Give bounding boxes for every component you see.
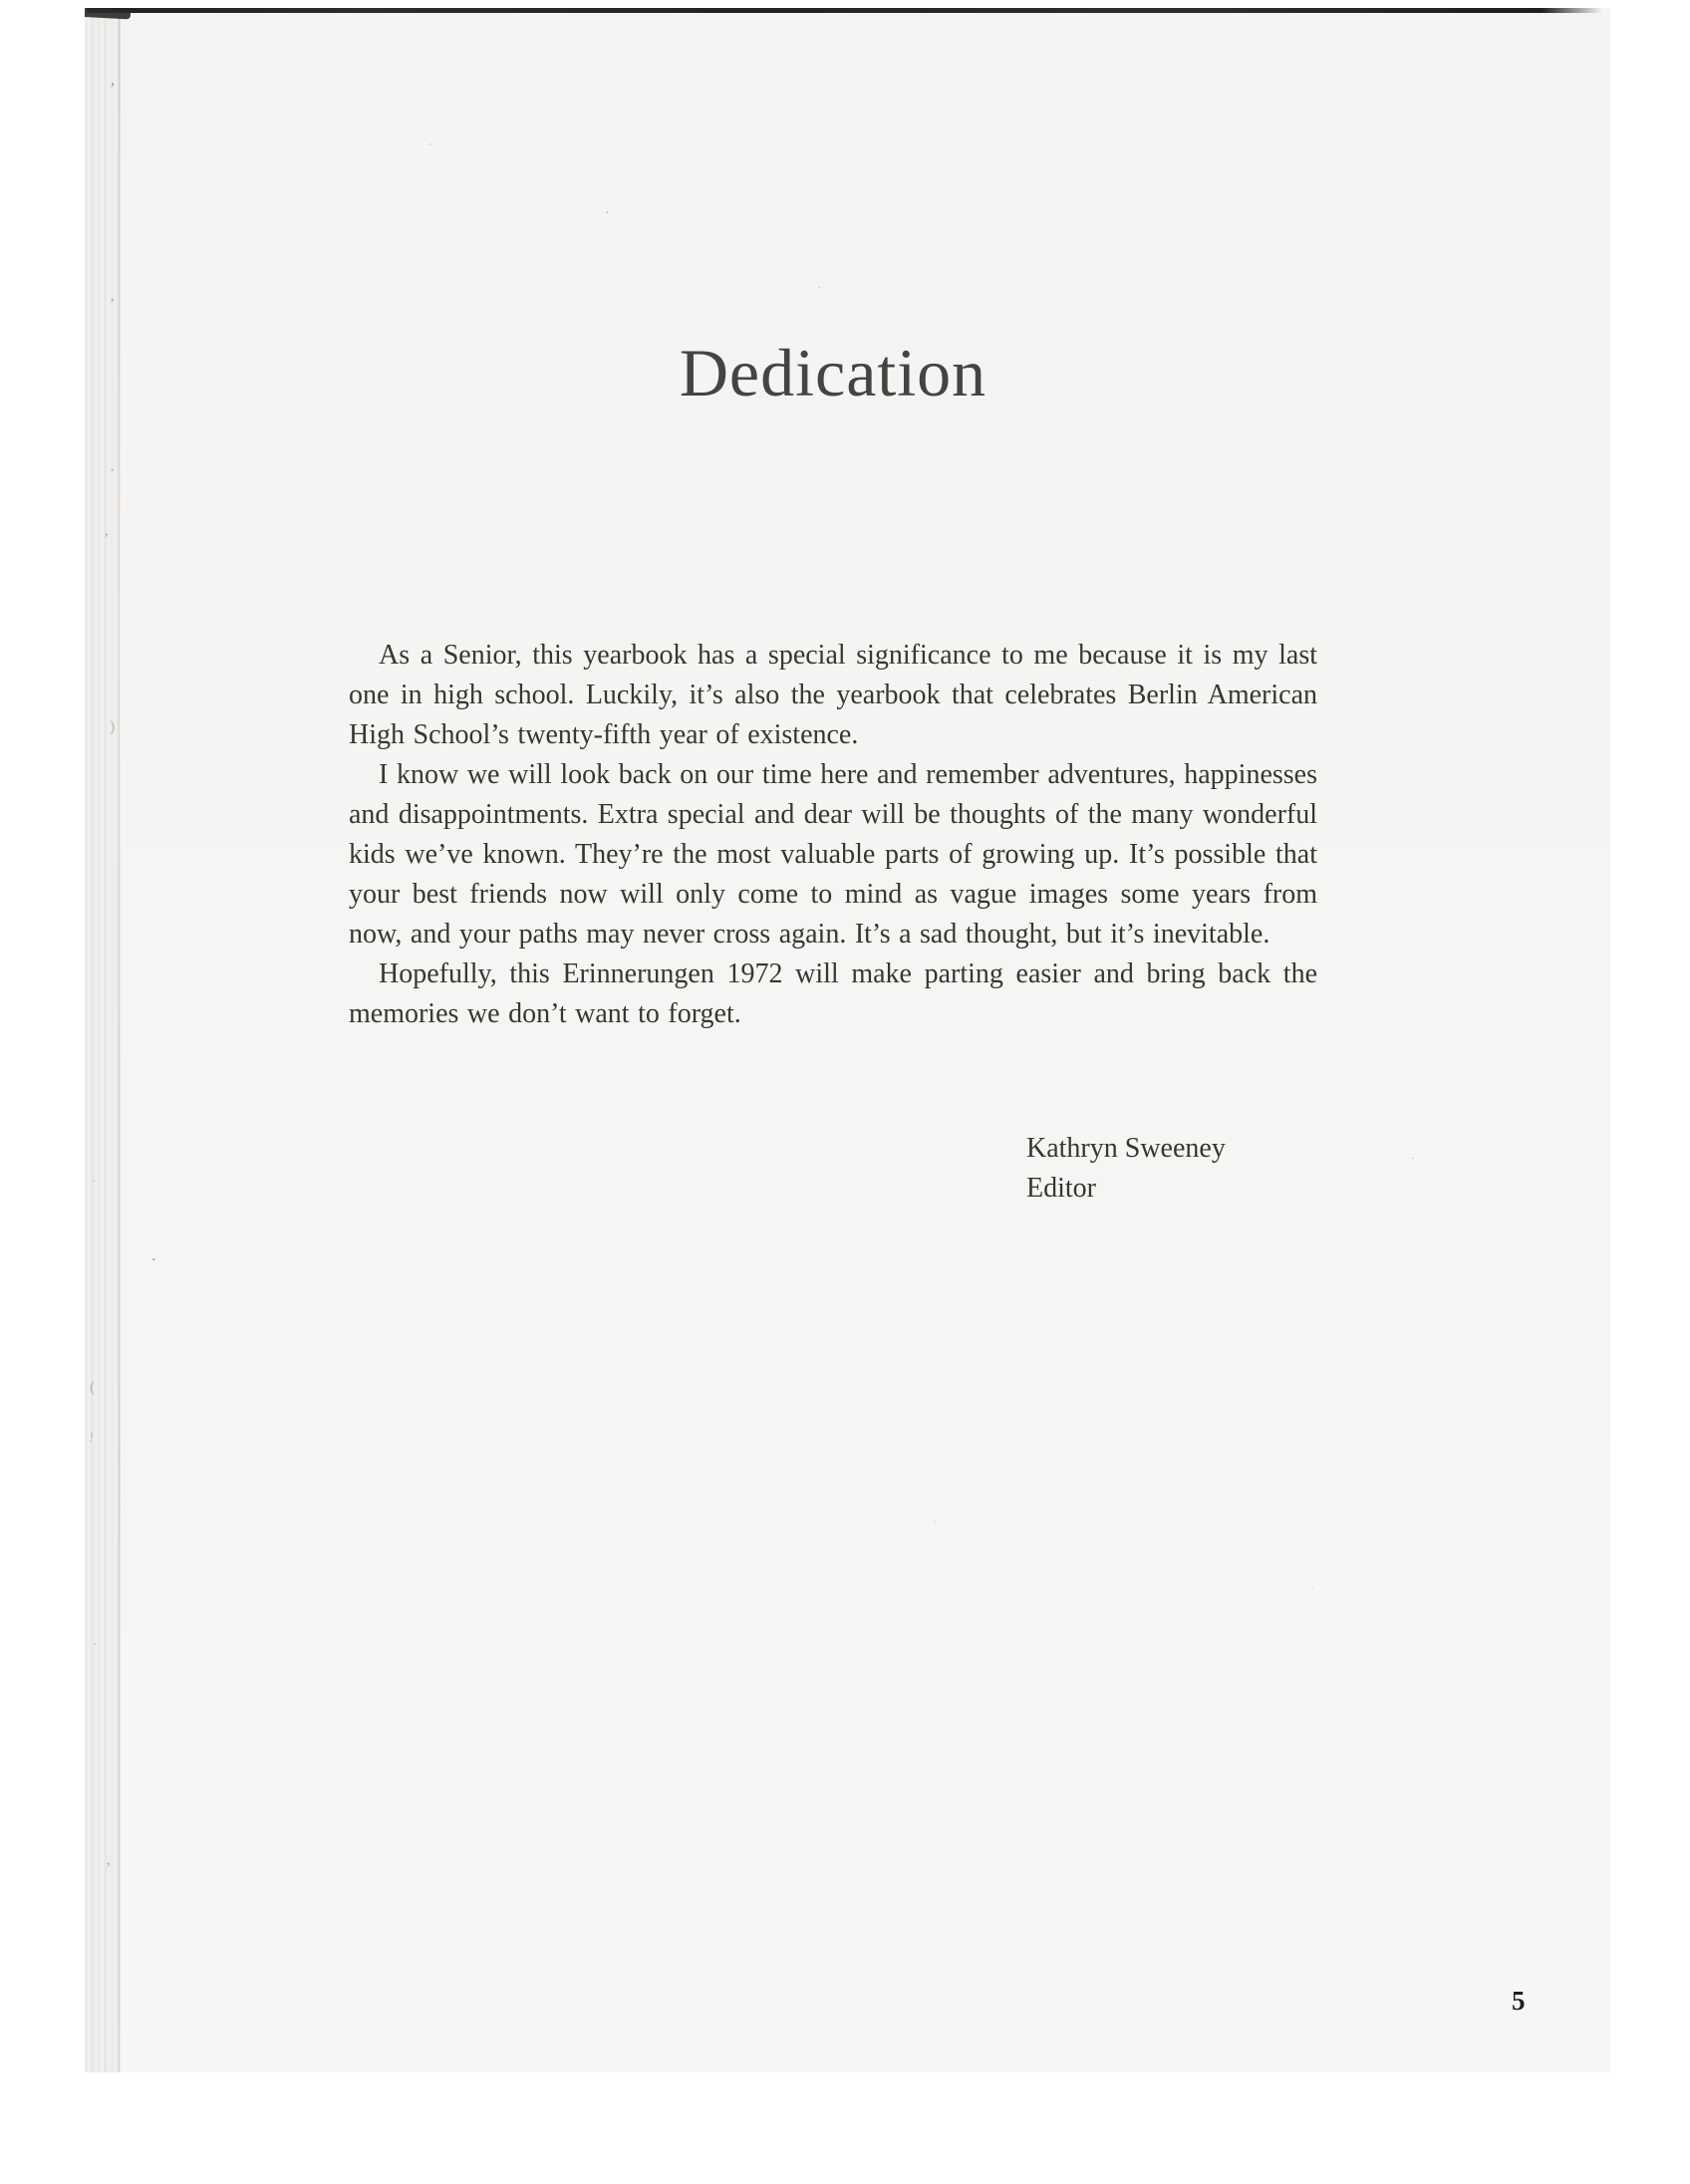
scan-artifact: · bbox=[1411, 1151, 1415, 1165]
dedication-text bbox=[349, 636, 1317, 1034]
scan-artifact: . bbox=[151, 1244, 156, 1264]
scan-artifact: ’ bbox=[107, 295, 116, 314]
scan-artifact: · bbox=[817, 280, 821, 294]
scan-artifact: · bbox=[1310, 1580, 1314, 1594]
paragraph-3: Hopefully, this Erinnerungen 1972 will make parting easier and bring back the memories we don’t want to forget. bbox=[349, 958, 1317, 1029]
paragraph-1: As a Senior, this yearbook has a special significance to me because it is my last one in high school. Luckily, it’s also the yearbook that celebrates Berlin American High School’s twenty-fifth year of existence. bbox=[349, 640, 1317, 750]
scan-artifact: ’ bbox=[110, 79, 116, 99]
scan-artifact: · bbox=[428, 136, 433, 151]
signature-block bbox=[1026, 1129, 1226, 1209]
scan-artifact: · bbox=[934, 1514, 938, 1528]
book-page bbox=[85, 8, 1610, 2072]
page-title: Dedication bbox=[679, 335, 987, 410]
scan-artifact: ! bbox=[88, 1430, 95, 1447]
scan-artifact: ( bbox=[90, 1379, 96, 1396]
scan-artifact: · bbox=[92, 1175, 97, 1190]
scan-artifact: ’ bbox=[106, 1860, 112, 1877]
page-number: 5 bbox=[1512, 1986, 1526, 2016]
scan-artifact: ‚ bbox=[104, 522, 110, 539]
binding-crease bbox=[119, 8, 121, 2072]
signature-name: Kathryn Sweeney bbox=[1026, 1133, 1226, 1164]
scan-artifact: ) bbox=[110, 718, 116, 735]
paragraph-2: I know we will look back on our time here and remember adventures, happinesses and disappointments. Extra special and dear will be thoughts of the many wonderful kids we’ve known. They’re the most valuable parts of growing up. It’s possible that your best friends now will only come to mind as vague images some years from now, and your paths may never cross again. It’s a sad thought, but it’s inevitable. bbox=[349, 759, 1317, 950]
top-scan-line bbox=[87, 8, 1602, 13]
signature-role: Editor bbox=[1026, 1173, 1096, 1204]
scan-artifact: · bbox=[110, 462, 116, 479]
scan-artifact: · bbox=[93, 1638, 98, 1653]
binding-gutter bbox=[85, 8, 120, 2072]
scan-artifact: · bbox=[605, 206, 610, 221]
